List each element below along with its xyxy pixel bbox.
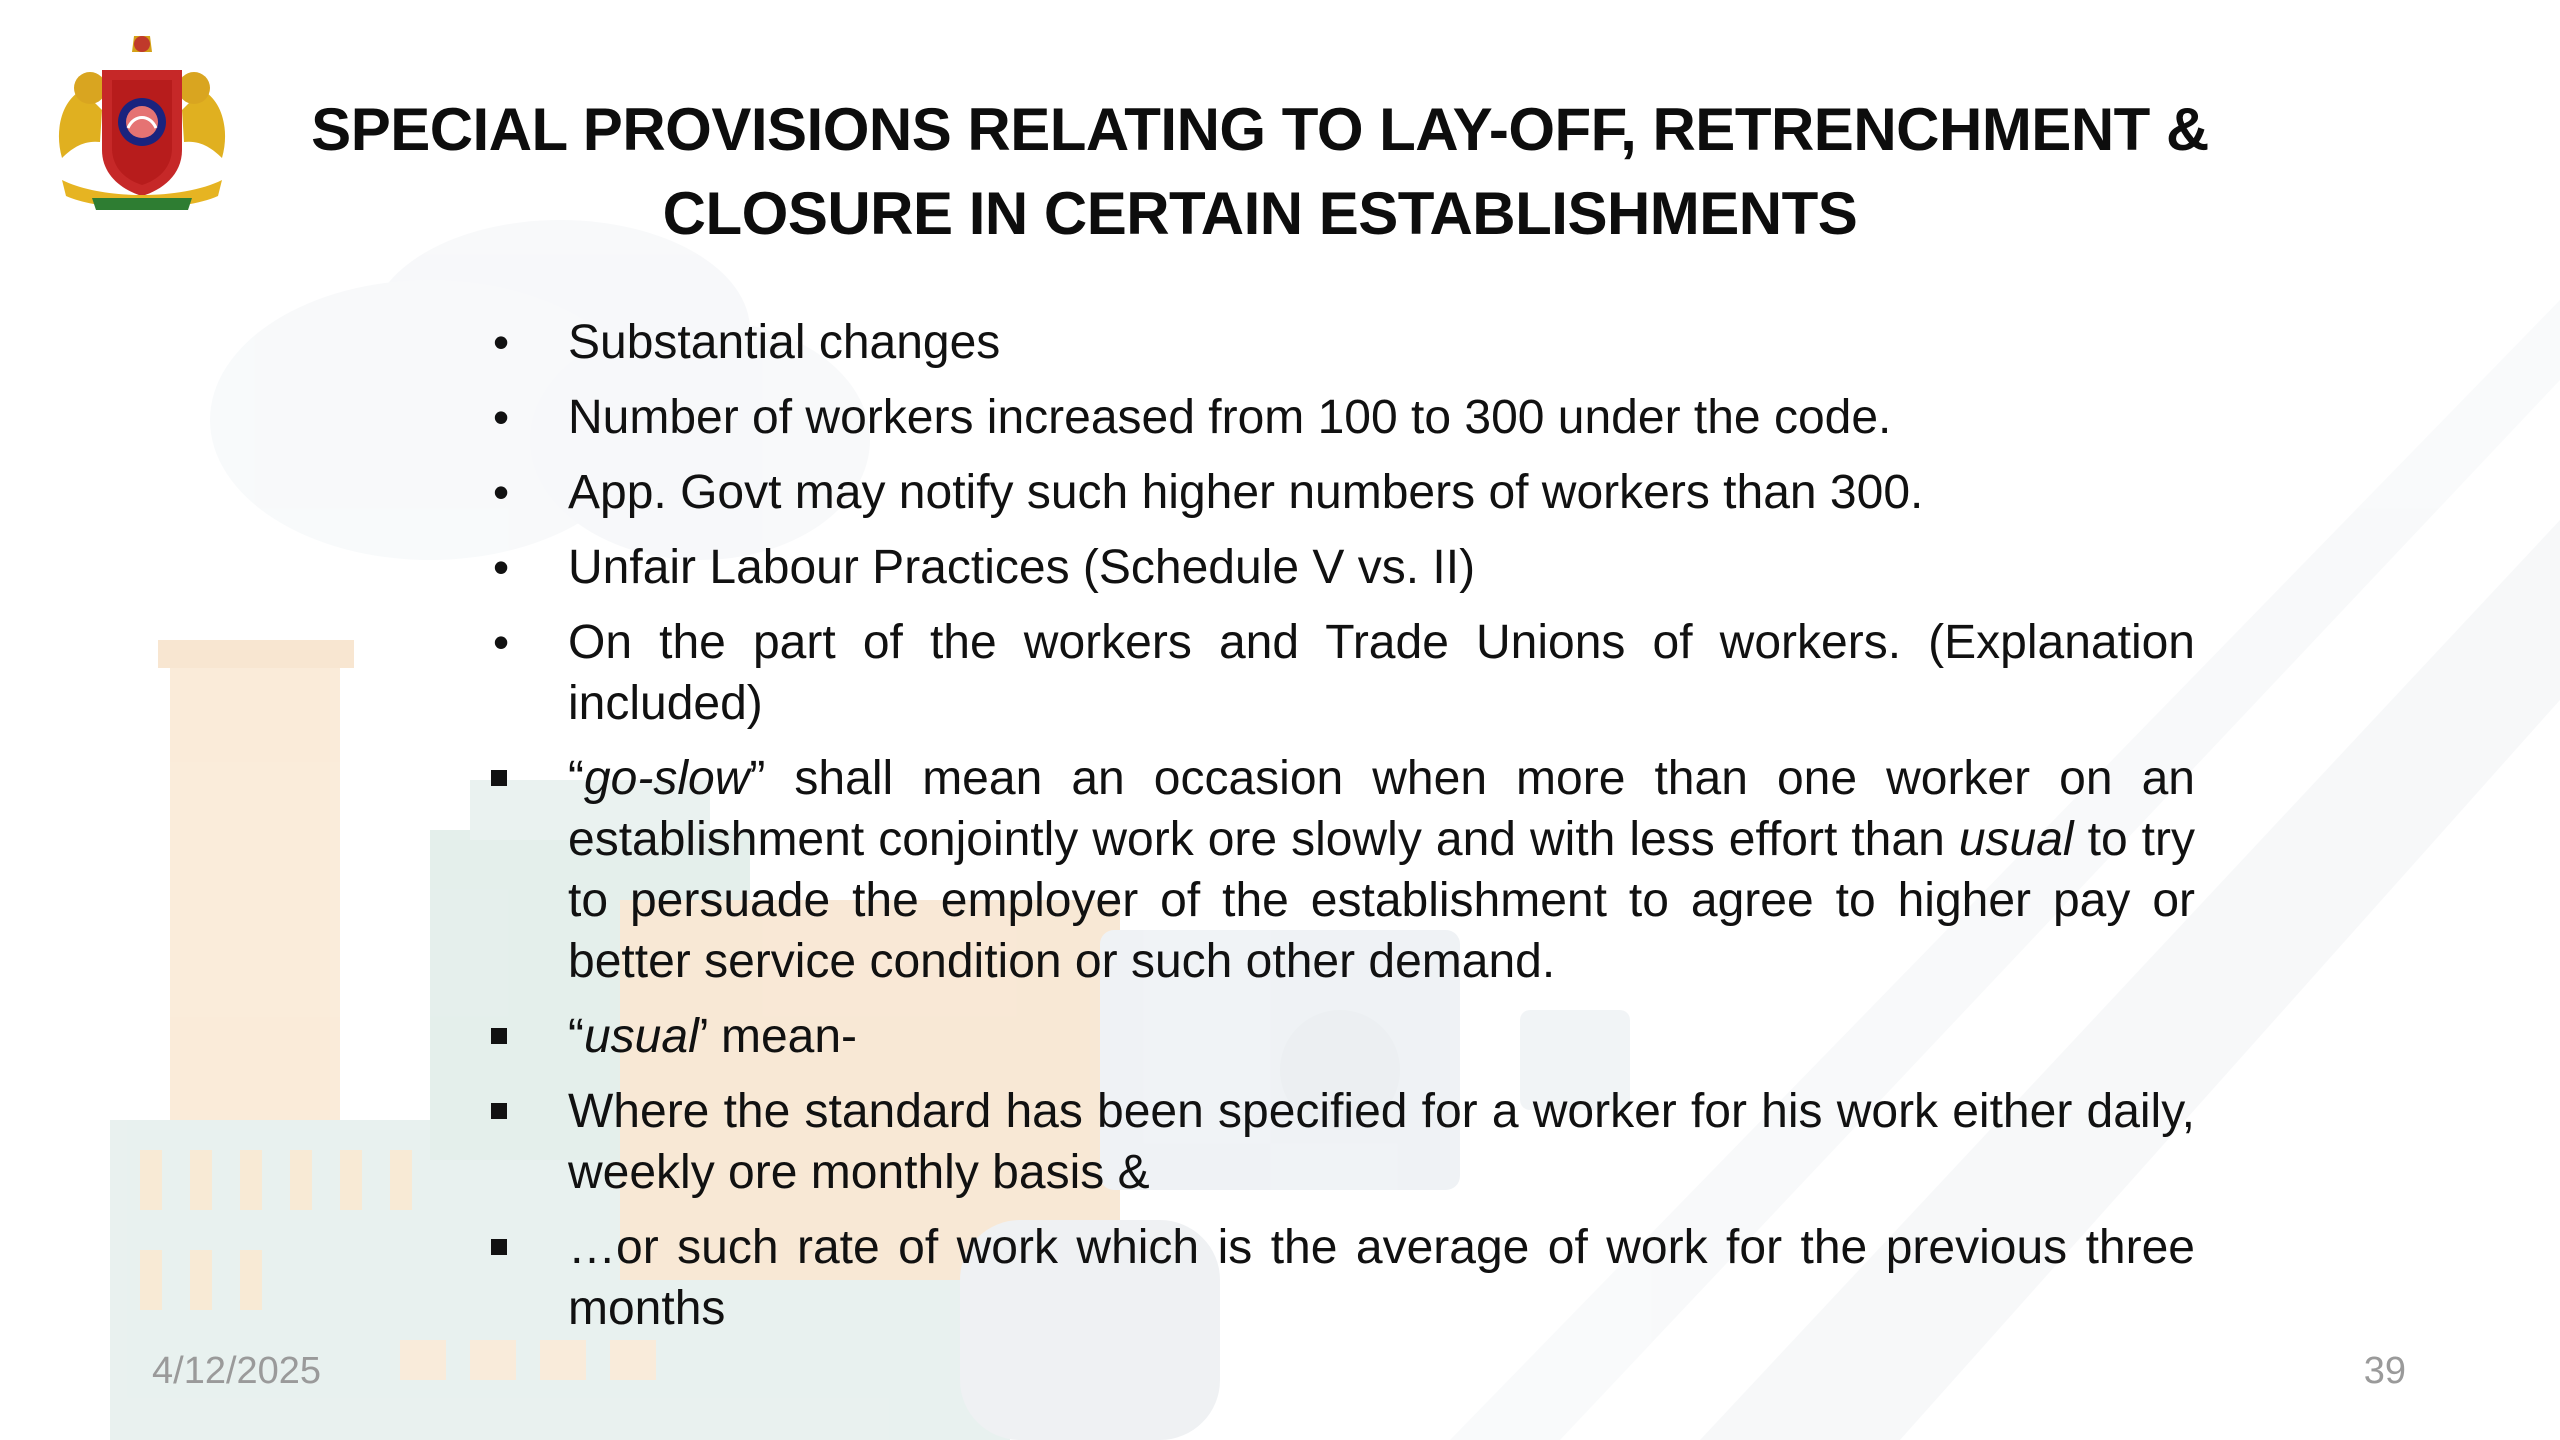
subpoint-standard bbox=[480, 1081, 2195, 1203]
bullet-text: App. Govt may notify such higher numbers of workers than 300. bbox=[568, 466, 1924, 519]
definition-text: shall mean an occasion when more than one worker on an establishment conjointly work ore slowly and with less effort than bbox=[568, 752, 2195, 866]
defined-term-usual: usual bbox=[583, 1010, 699, 1063]
slide-page-number: 39 bbox=[2363, 1350, 2406, 1392]
quote-open: “ bbox=[568, 752, 584, 805]
bullet-text: Number of workers increased from 100 to 300 under the code. bbox=[568, 391, 1892, 444]
bullet-dot-icon bbox=[486, 312, 516, 373]
subpoint-text: …or such rate of work which is the average of work for the previous three months bbox=[568, 1221, 2195, 1335]
bullet-item bbox=[480, 387, 2195, 448]
bullet-item bbox=[480, 612, 2195, 734]
subpoint-go-slow bbox=[480, 748, 2195, 992]
definition-text-cont: to try to persuade the employer of the establishment to agree to higher pay or better service condition or such other demand. bbox=[568, 813, 2195, 988]
bullet-text: Unfair Labour Practices (Schedule V vs. II) bbox=[568, 541, 1476, 594]
slide-title-line-2: CLOSURE IN CERTAIN ESTABLISHMENTS bbox=[662, 180, 1858, 247]
quote-close: ” bbox=[749, 752, 766, 805]
quote-open: “ bbox=[568, 1010, 584, 1063]
subpoint-rate bbox=[480, 1217, 2195, 1339]
bullet-item bbox=[480, 312, 2195, 373]
bullet-text: On the part of the workers and Trade Unions of workers. (Explanation included) bbox=[568, 616, 2195, 730]
karnataka-state-emblem-icon bbox=[42, 30, 242, 216]
slide-title-line-1: SPECIAL PROVISIONS RELATING TO LAY-OFF, RETRENCHMENT & bbox=[311, 96, 2209, 163]
bullet-dot-icon bbox=[486, 387, 516, 448]
bullet-text: Substantial changes bbox=[568, 316, 1001, 369]
bullet-item bbox=[480, 462, 2195, 523]
slide-content bbox=[480, 312, 2195, 1353]
slide-date: 4/12/2025 bbox=[152, 1350, 322, 1392]
bullet-dot-icon bbox=[486, 537, 516, 598]
definition-text: mean- bbox=[707, 1010, 858, 1063]
bullet-item bbox=[480, 537, 2195, 598]
defined-term-go-slow: go-slow bbox=[583, 752, 750, 805]
slide-title bbox=[300, 88, 2220, 256]
bullet-dot-icon bbox=[486, 462, 516, 523]
subpoint-usual bbox=[480, 1006, 2195, 1067]
subpoint-text: Where the standard has been specified for a worker for his work either daily, weekly ore monthly basis & bbox=[568, 1085, 2195, 1199]
quote-close: ’ bbox=[698, 1010, 708, 1063]
emphasis-usual: usual bbox=[1958, 813, 2074, 866]
bullet-dot-icon bbox=[486, 612, 516, 673]
